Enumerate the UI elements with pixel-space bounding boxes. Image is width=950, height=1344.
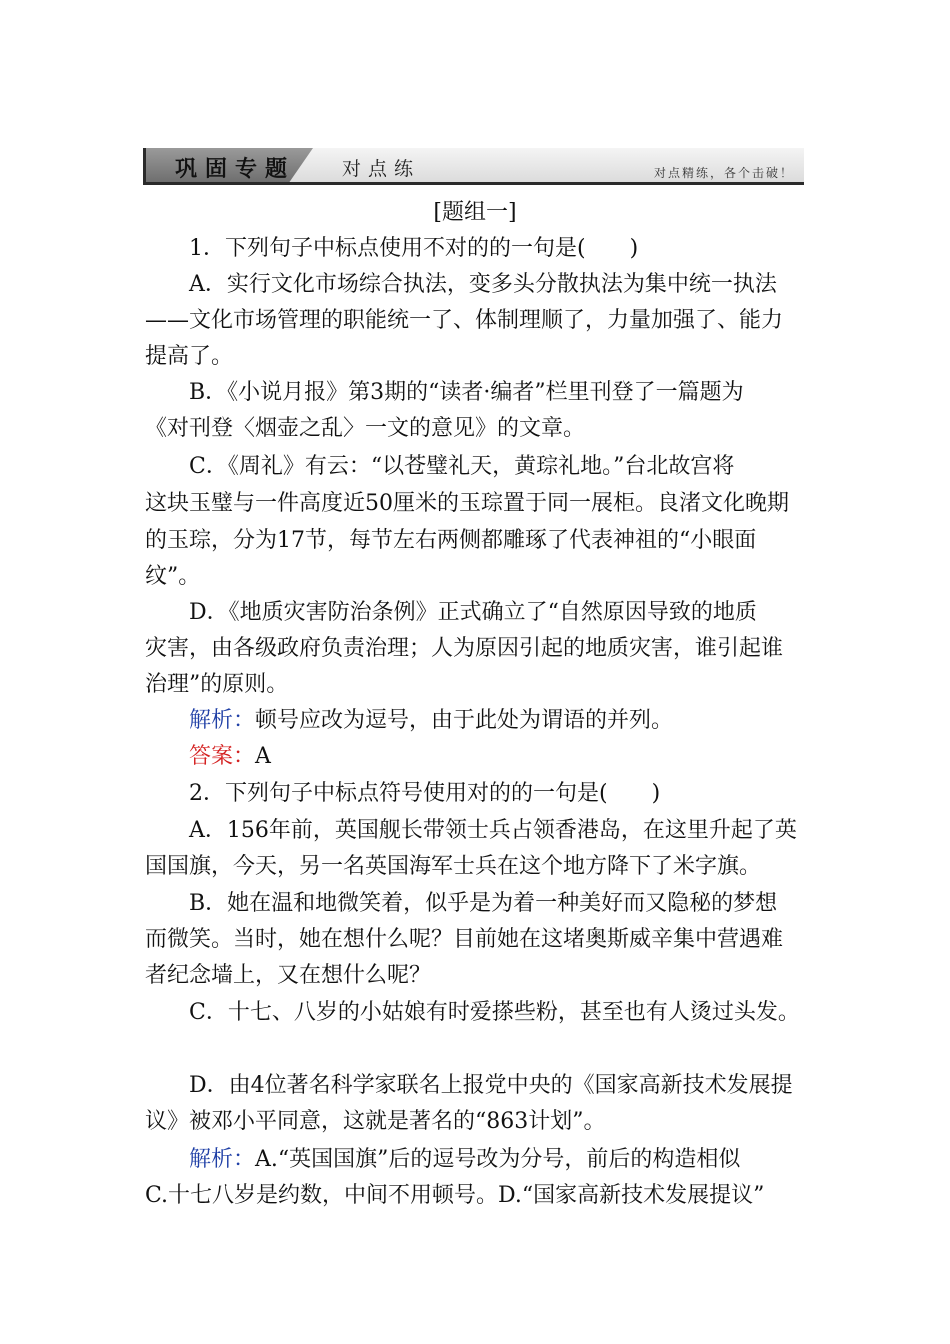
q1-option-c-line2: 这块玉璧与一件高度近50厘米的玉琮置于同一展柜。良渚文化晚期 xyxy=(145,491,789,516)
q1-option-b-line1: B．《小说月报》第3期的“读者·编者”栏里刊登了一篇题为 xyxy=(189,380,744,405)
q1-option-d-line2: 灾害，由各级政府负责治理；人为原因引起的地质灾害，谁引起谁 xyxy=(145,636,784,661)
q2-analysis-continued: C.十七八岁是约数，中间不用顿号。D.“国家高新技术发展提议” xyxy=(145,1183,765,1208)
analysis-label: 解析： xyxy=(189,708,256,733)
q2-option-d-line2: 议》被邓小平同意，这就是著名的“863计划”。 xyxy=(145,1109,606,1134)
section-banner xyxy=(143,148,804,186)
answer-label: 答案： xyxy=(189,744,256,769)
q1-option-d-line1: D．《地质灾害防治条例》正式确立了“自然原因导致的地质 xyxy=(189,600,757,625)
q1-option-a-line3: 提高了。 xyxy=(145,344,234,369)
q1-option-a-line1: A．实行文化市场综合执法，变多头分散执法为集中统一执法 xyxy=(189,272,777,297)
banner-motto: 对点精练，各个击破！ xyxy=(653,166,794,180)
q1-option-c-line3: 的玉琮，分为17节，每节左右两侧都雕琢了代表神祖的“小眼面 xyxy=(145,528,757,553)
banner-title: 巩固专题 xyxy=(175,157,296,182)
q2-analysis xyxy=(189,1145,740,1175)
group-title: [题组一] xyxy=(433,200,517,225)
q2-option-a-line2: 国国旗，今天，另一名英国海军士兵在这个地方降下了米字旗。 xyxy=(145,854,762,879)
q1-option-b-line2: 《对刊登〈烟壶之乱〉一文的意见》的文章。 xyxy=(145,416,586,441)
q2-option-a-line1: A．156年前，英国舰长带领士兵占领香港岛，在这里升起了英 xyxy=(189,818,797,843)
banner-edge xyxy=(143,148,146,185)
q2-option-b-line2: 而微笑。当时，她在想什么呢？目前她在这堵奥斯威辛集中营遇难 xyxy=(145,927,784,952)
q2-stem: 2．下列句子中标点符号使用对的的一句是( ) xyxy=(189,781,661,806)
q2-option-b-line3: 者纪念墙上，又在想什么呢？ xyxy=(145,963,432,988)
q1-stem: 1．下列句子中标点使用不对的的一句是( ) xyxy=(189,236,639,261)
q2-option-c: C．十七、八岁的小姑娘有时爱搽些粉，甚至也有人烫过头发。 xyxy=(189,1000,800,1025)
q2-option-b-line1: B．她在温和地微笑着，似乎是为着一种美好而又隐秘的梦想 xyxy=(189,891,778,916)
q2-option-d-line1: D．由4位著名科学家联名上报党中央的《国家高新技术发展提 xyxy=(189,1073,793,1098)
answer-value: A xyxy=(255,744,271,769)
banner-subtitle: 对点练 xyxy=(342,158,421,180)
q1-answer xyxy=(189,742,271,772)
analysis-label: 解析： xyxy=(189,1147,256,1172)
q1-analysis xyxy=(189,706,673,736)
analysis-text: 顿号应改为逗号，由于此处为谓语的并列。 xyxy=(255,708,674,733)
analysis-text: A.“英国国旗”后的逗号改为分号，前后的构造相似 xyxy=(255,1147,741,1172)
q1-option-c-line4: 纹”。 xyxy=(145,564,201,589)
q1-option-c-line1: C．《周礼》有云：“以苍璧礼天，黄琮礼地。”台北故宫将 xyxy=(189,454,735,479)
q1-option-d-line3: 治理”的原则。 xyxy=(145,672,289,697)
q1-option-a-line2: ——文化市场管理的职能统一了、体制理顺了，力量加强了、能力 xyxy=(145,308,784,333)
